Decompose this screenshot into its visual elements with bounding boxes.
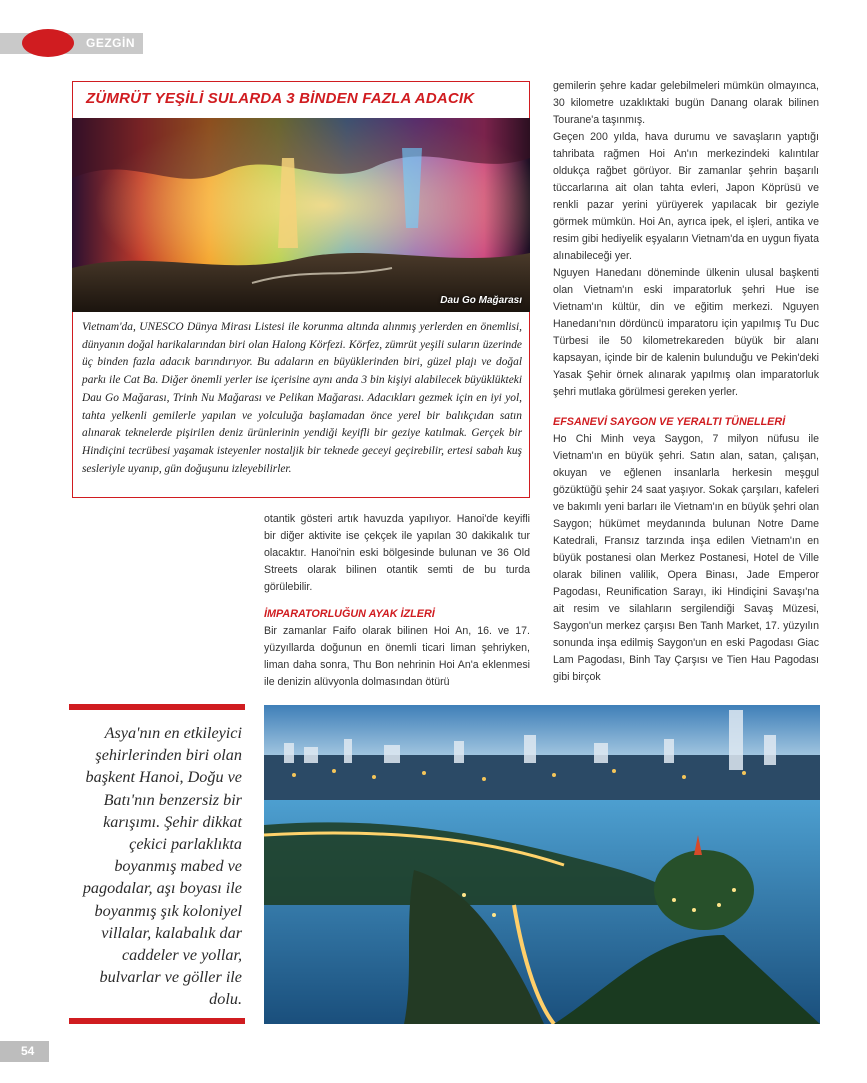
right-paragraph-3: Nguyen Hanedanı döneminde ülkenin ulusal başkenti olan Vietnam'ın eski imparatorluk şehri Hue ise Vietnam'ın kültür, din ve eğitim merkezi. Nguyen Hanedanı'nın dördüncü imparatoru için yapılmış Tu Duc Türbesi ile 50 kilometrekareden büyük bir alanı kapsayan, içinde bir de kalenin bulunduğu ve Pekin'deki Yasak Şehir örnek alınarak yapılmış olan imparatorluk şehri mutlaka görülmesi gereken yerler.	[553, 267, 819, 398]
right-paragraph-1: gemilerin şehre kadar gelebilmeleri mümkün olmayınca, 30 kilometre uzaklıktaki bugün Danang olarak bilinen Tourane'a taşınmış.	[553, 80, 819, 126]
quote-rule-top	[69, 704, 245, 710]
hanoi-night-photo	[264, 705, 820, 1024]
middle-column	[264, 511, 530, 691]
quote-rule-bottom	[69, 1018, 245, 1024]
right-column	[553, 78, 819, 686]
feature-box-text: Vietnam'da, UNESCO Dünya Mirası Listesi ile korunma altında alınmış yerlerden en önemlisi, dünyanın doğal harikalarından biri olan Halong Körfezi. Körfez, zümrüt yeşili suların üzerinde üç binden fazla adacık barındırıyor. Bu adaların en büyüklerinden biri, güzel plajı ve doğal parkı ile Cat Ba. Diğer önemli yerler ise içerisine aynı anda 3 bin kişiyi alabilecek büyüklükteki Dau Go Mağarası, Trinh Nu Mağarası ve Pelikan Mağarası. Adacıkları gezmek için en iyi yol, tahta yelkenli gemilerle yapılan ve yolculuğa başlamadan önce yerel bir balıkçıdan satın alınarak teknelerde pişirilen deniz ürünlerinin yendiği keyifli bir geziye katılmak. Gerçek bir Hindiçini tecrübesi yaşamak isteyenler nostaljik bir teknede geceyi geçirebilir, ertesi sabah kuş sesleriyle uyanıp, gün doğuşunu izleyebilirler.	[82, 321, 522, 475]
page-number: 54	[21, 1044, 35, 1058]
hanoi-photo-illustration	[264, 705, 820, 1024]
section-tab-oval	[22, 29, 74, 57]
right-paragraph-2: Geçen 200 yılda, hava durumu ve savaşların yaptığı tahribata rağmen Hoi An'ın merkezindeki kalıntılar oldukça rağbet görüyor. Bir zamanlar şehrin başarılı tüccarlarına ait olan tahta evleri, Japon Köprüsü ve renkli pazar yerini yürüyerek yapılacak bir geziyle görmek mümkün. Hoi An, ayrıca ipek, el işleri, antika ve resim gibi hediyelik eşyaların Vietnam'da en uygun fiyata alınabileceği yer.	[553, 131, 819, 262]
subheading-empire: İMPARATORLUĞUN AYAK İZLERİ	[264, 608, 435, 620]
subheading-saigon: EFSANEVİ SAYGON VE YERALTI TÜNELLERİ	[553, 416, 786, 428]
feature-box-title: ZÜMRÜT YEŞİLİ SULARDA 3 BİNDEN FAZLA ADACIK	[86, 90, 475, 107]
middle-paragraph-2: Bir zamanlar Faifo olarak bilinen Hoi An, 16. ve 17. yüzyıllarda doğunun en önemli ticari liman şehriyken, liman daha sonra, Thu Bon nehrinin Hoi An'a eklenmesi ile denizin alüvyonla dolmasından ötürü	[264, 625, 530, 688]
photo-caption: Dau Go Mağarası	[440, 295, 522, 306]
cave-photo-illustration	[72, 118, 530, 312]
right-paragraph-4: Ho Chi Minh veya Saygon, 7 milyon nüfusu ile Vietnam'ın en büyük şehri. Satın alan, satan, çalışan, okuyan ve eğlenen insanlarla herkesin meşgul gözüktüğü şehir 24 saat yaşıyor. Sokak çarşıları, kafeleri ve bakımlı yeni barları ile Vietnam'ın en büyük şehri olan Saygon; hükümet meydanında bulunan Notre Dame Katedrali, Fransız tarzında inşa edilen Vietnam'ın en büyük postanesi olan Merkez Postanesi, Hotel de Ville olarak bilinen valilik, Opera Binası, Jade Emperor Pagodası, Reunification Sarayı, iki Hindiçini Savaşı'na ait resim ve silahların sergilendiği Savaş Müzesi, Saygon'un merkez çarşısı Ben Tanh Market, 17. yüzyılın sonunda inşa edilmiş Saygon'un en eski Pagodası Giac Lam Pagodası, Binh Tay Çarşısı ve Tien Hau Pagodası gibi birçok	[553, 433, 819, 683]
cave-photo	[72, 118, 530, 312]
pull-quote: Asya'nın en etkileyici şehirlerinden biri olan başkent Hanoi, Doğu ve Batı'nın benzersiz bir karışımı. Şehir dikkat çekici parlaklıkta boyanmış mabed ve pagodalar, aşı boyası ile boyanmış şık koloniyel villalar, kalabalık dar caddeler ve yollar, bulvarlar ve göller ile dolu.	[82, 724, 242, 1009]
section-label: GEZGİN	[86, 36, 136, 50]
middle-paragraph-1: otantik gösteri artık havuzda yapılıyor. Hanoi'de keyifli bir diğer aktivite ise çekçek ile yapılan 30 dakikalık tur olacaktır. Hanoi'nin eski bölgesinde bulunan ve 36 Old Streets olarak bilinen otantik semti de bu turda görülebilir.	[264, 513, 530, 593]
